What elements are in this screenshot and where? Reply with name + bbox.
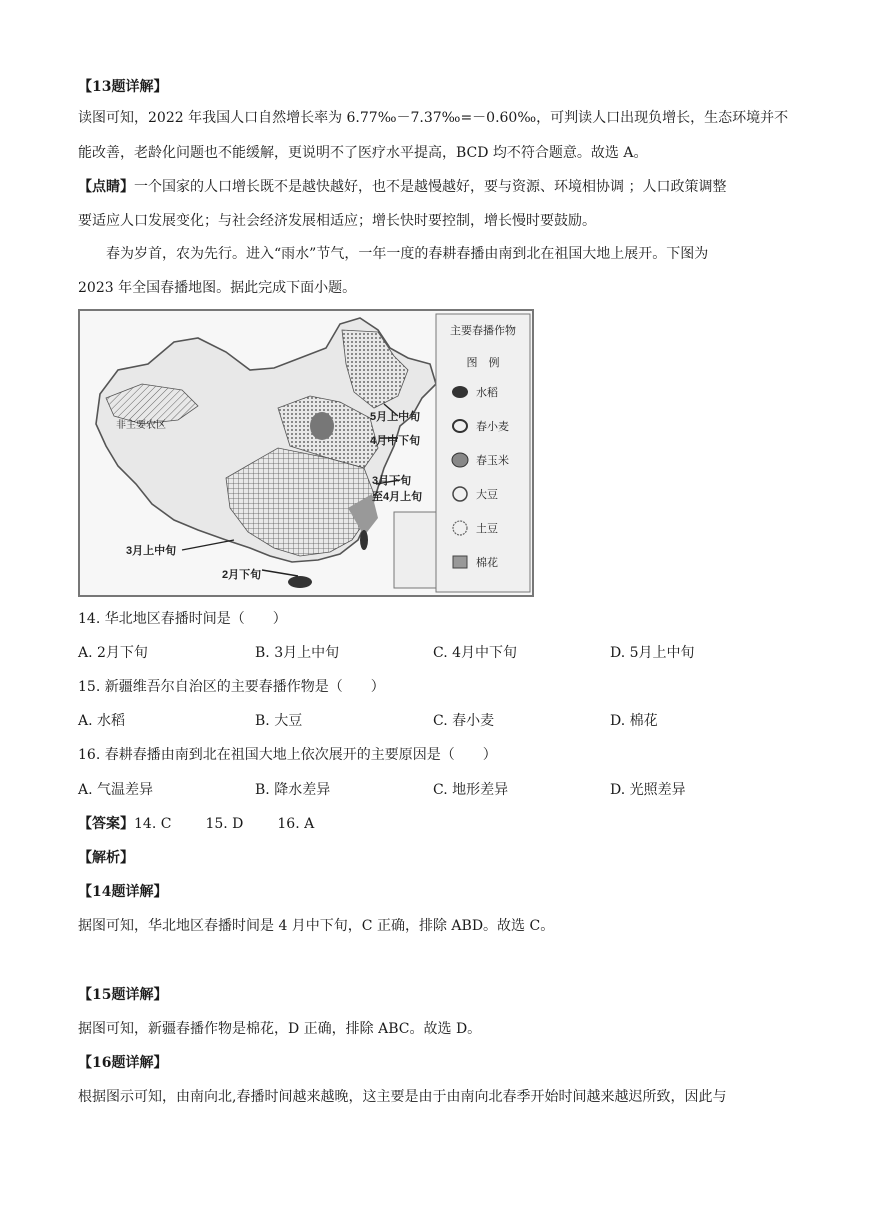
answer-label: 【答案】	[78, 816, 134, 832]
q16-detail-text: 根据图示可知，由南向北,春播时间越来越晚，这主要是由于由南向北春季开始时间越来越迟所致，因此与	[78, 1089, 727, 1105]
intro-line-2: 2023 年全国春播地图。据此完成下面小题。	[78, 280, 357, 296]
legend-item: 春玉米	[476, 455, 509, 467]
hainan-island	[288, 576, 312, 588]
legend-item: 土豆	[476, 523, 498, 535]
q16-detail-header: 【16题详解】	[78, 1055, 168, 1071]
q13-detail-line-1: 读图可知，2022 年我国人口自然增长率为 6.77‰－7.37‰=－0.60‰，可判读人口出现负增长，生态环境并不	[78, 110, 789, 126]
q16-option-c[interactable]: C. 地形差异	[433, 782, 509, 798]
question-15-stem: 15. 新疆维吾尔自治区的主要春播作物是（ ）	[78, 679, 385, 695]
q14-option-d[interactable]: D. 5月上中旬	[610, 645, 695, 661]
legend-title: 主要春播作物	[450, 325, 516, 337]
q13-detail-line-2: 能改善，老龄化问题也不能缓解，更说明不了医疗水平提高，BCD 均不符合题意。故选 A。	[78, 145, 648, 161]
rice-icon	[452, 386, 468, 398]
north-china-dark-area	[310, 412, 334, 440]
south-china-sea-inset	[394, 512, 436, 588]
q15-option-b[interactable]: B. 大豆	[255, 713, 303, 729]
analysis-label: 【解析】	[78, 850, 134, 866]
legend-item: 大豆	[476, 489, 498, 501]
legend-item: 棉花	[476, 557, 498, 569]
q14-option-a[interactable]: A. 2月下旬	[78, 645, 148, 661]
spring-corn-icon	[452, 453, 468, 467]
q16-option-a[interactable]: A. 气温差异	[78, 782, 154, 798]
q14-detail-header: 【14题详解】	[78, 884, 168, 900]
legend-item: 春小麦	[476, 421, 509, 433]
question-16-stem: 16. 春耕春播由南到北在祖国大地上依次展开的主要原因是（ ）	[78, 747, 497, 763]
label-feb: 2月下旬	[222, 569, 262, 581]
comment-line-2: 要适应人口发展变化；与社会经济发展相适应；增长快时要控制，增长慢时要鼓励。	[78, 213, 596, 229]
question-14-stem: 14. 华北地区春播时间是（ ）	[78, 611, 287, 627]
label-mar-late-1: 3月下旬	[372, 475, 412, 487]
legend-item: 水稻	[476, 387, 498, 399]
q16-option-d[interactable]: D. 光照差异	[610, 782, 686, 798]
legend-box	[436, 314, 530, 592]
q15-detail-text: 据图可知，新疆春播作物是棉花，D 正确，排除 ABC。故选 D。	[78, 1021, 482, 1037]
answer-item: 14. C	[134, 816, 172, 832]
cotton-icon	[453, 556, 467, 568]
q13-detail-header: 【13题详解】	[78, 79, 168, 95]
answer-item: 15. D	[205, 816, 244, 832]
q15-option-c[interactable]: C. 春小麦	[433, 713, 495, 729]
legend-subtitle: 图 例	[466, 357, 500, 369]
q14-option-b[interactable]: B. 3月上中旬	[255, 645, 340, 661]
comment-text-1: 一个国家的人口增长既不是越快越好，也不是越慢越好，要与资源、环境相协调 ；人口政策调整	[134, 179, 727, 195]
answer-line	[78, 814, 314, 834]
label-mar-early: 3月上中旬	[126, 545, 177, 557]
q15-detail-header: 【15题详解】	[78, 987, 168, 1003]
comment-label: 【点睛】	[78, 179, 134, 195]
intro-line-1: 春为岁首，农为先行。进入“雨水”节气，一年一度的春耕春播由南到北在祖国大地上展开。下图为	[106, 246, 709, 262]
q15-option-a[interactable]: A. 水稻	[78, 713, 126, 729]
label-non-main: 非主要农区	[116, 420, 166, 431]
taiwan-island	[360, 530, 368, 550]
answer-item: 16. A	[277, 816, 315, 832]
q15-option-d[interactable]: D. 棉花	[610, 713, 658, 729]
q14-option-c[interactable]: C. 4月中下旬	[433, 645, 518, 661]
q16-option-b[interactable]: B. 降水差异	[255, 782, 331, 798]
spring-sowing-map	[78, 308, 534, 598]
label-may: 5月上中旬	[370, 411, 421, 423]
map-image	[78, 308, 534, 598]
label-apr: 4月中下旬	[370, 435, 421, 447]
label-mar-late-2: 至4月上旬	[372, 491, 423, 503]
q14-detail-text: 据图可知，华北地区春播时间是 4 月中下旬，C 正确，排除 ABD。故选 C。	[78, 918, 555, 934]
comment-line-1	[78, 177, 726, 197]
